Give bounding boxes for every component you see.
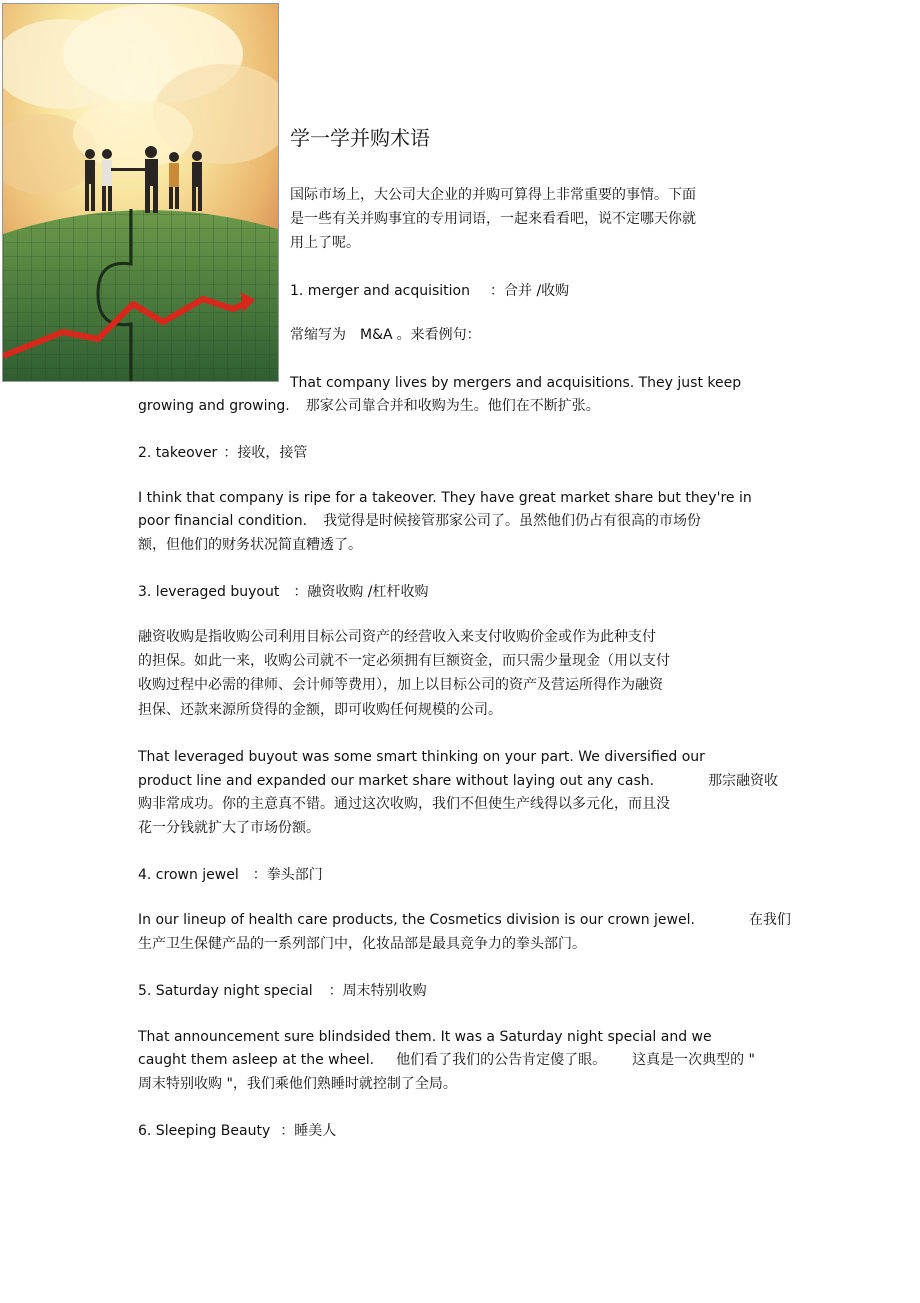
example-3-en-line-2: product line and expanded our market share without laying out any cash. bbox=[138, 773, 655, 789]
example-2-zh-line-2: 额，但他们的财务状况简直糟透了。 bbox=[138, 537, 362, 553]
example-4-line-1 bbox=[138, 911, 791, 929]
abbr-value: M&A bbox=[360, 327, 393, 343]
term-heading-3 bbox=[138, 583, 429, 601]
term-zh: ：合并 /收购 bbox=[490, 283, 570, 299]
term-en: 4. crown jewel bbox=[138, 867, 239, 883]
example-1-en-line-1: That company lives by mergers and acquisitions. They just keep bbox=[290, 375, 742, 391]
example-4-zh-line-1: 在我们 bbox=[748, 912, 791, 928]
definition-3-line-4: 担保、还款来源所贷得的金额，即可收购任何规模的公司。 bbox=[138, 702, 502, 718]
example-3-line-2 bbox=[138, 772, 778, 790]
example-2-en-line-1: I think that company is ripe for a takeover. They have great market share but they're in bbox=[138, 490, 752, 506]
example-1-line-2 bbox=[138, 397, 600, 415]
abbreviation-note bbox=[290, 326, 481, 344]
example-2-line-2 bbox=[138, 512, 701, 530]
example-3-en-line-1: That leveraged buyout was some smart thinking on your part. We diversified our bbox=[138, 749, 705, 765]
term-en: 1. merger and acquisition bbox=[290, 283, 470, 299]
page-title: 学一学并购术语 bbox=[290, 126, 430, 150]
abbr-suffix: 。来看例句： bbox=[396, 327, 481, 343]
term-zh: ：睡美人 bbox=[280, 1123, 337, 1139]
example-1-zh: 那家公司靠合并和收购为生。他们在不断扩张。 bbox=[305, 398, 600, 414]
example-1-en-line-2: growing and growing. bbox=[138, 398, 290, 414]
example-3-zh-line-2: 购非常成功。你的主意真不错。通过这次收购，我们不但使生产线得以多元化，而且没 bbox=[138, 796, 670, 812]
intro-line-3: 用上了呢。 bbox=[290, 235, 360, 251]
example-2-zh-line-1: 我觉得是时候接管那家公司了。虽然他们仍占有很高的市场份 bbox=[323, 513, 702, 529]
term-heading-5 bbox=[138, 982, 427, 1000]
term-heading-1 bbox=[290, 282, 569, 300]
example-4-en: In our lineup of health care products, the Cosmetics division is our crown jewel. bbox=[138, 912, 695, 928]
example-5-en-line-2: caught them asleep at the wheel. bbox=[138, 1052, 375, 1068]
example-3-zh-line-3: 花一分钱就扩大了市场份额。 bbox=[138, 820, 320, 836]
term-heading-4 bbox=[138, 866, 323, 884]
example-4-zh-line-2: 生产卫生保健产品的一系列部门中，化妆品部是最具竞争力的拳头部门。 bbox=[138, 936, 586, 952]
example-5-line-2 bbox=[138, 1051, 755, 1069]
term-heading-6 bbox=[138, 1122, 336, 1140]
abbr-prefix: 常缩写为 bbox=[290, 327, 346, 343]
illustration-graphic bbox=[3, 4, 278, 381]
definition-3-line-1: 融资收购是指收购公司利用目标公司资产的经营收入来支付收购价金或作为此种支付 bbox=[138, 629, 656, 645]
term-zh: ：融资收购 /杠杆收购 bbox=[293, 584, 429, 600]
example-5-zh-line-1b: 这真是一次典型的 " bbox=[632, 1052, 755, 1068]
term-en: 6. Sleeping Beauty bbox=[138, 1123, 271, 1139]
term-heading-2 bbox=[138, 444, 307, 462]
example-5-en-line-1: That announcement sure blindsided them. It was a Saturday night special and we bbox=[138, 1029, 712, 1045]
definition-3-line-2: 的担保。如此一来，收购公司就不一定必须拥有巨额资金，而只需少量现金（用以支付 bbox=[138, 653, 670, 669]
term-zh: ：拳头部门 bbox=[252, 867, 323, 883]
definition-3-line-3: 收购过程中必需的律师、会计师等费用），加上以目标公司的资产及营运所得作为融资 bbox=[138, 677, 663, 693]
business-handshake-illustration bbox=[2, 3, 279, 382]
example-5-zh-line-2: 周末特别收购 "，我们乘他们熟睡时就控制了全局。 bbox=[138, 1076, 457, 1092]
term-en: 5. Saturday night special bbox=[138, 983, 313, 999]
example-2-en-line-2: poor financial condition. bbox=[138, 513, 308, 529]
term-zh: ：接收，接管 bbox=[223, 445, 308, 461]
term-en: 2. takeover bbox=[138, 445, 218, 461]
example-5-zh-line-1: 他们看了我们的公告肯定傻了眼。 bbox=[396, 1052, 607, 1068]
term-en: 3. leveraged buyout bbox=[138, 584, 280, 600]
intro-line-1: 国际市场上，大公司大企业的并购可算得上非常重要的事情。下面 bbox=[290, 187, 696, 203]
intro-line-2: 是一些有关并购事宜的专用词语，一起来看看吧，说不定哪天你就 bbox=[290, 211, 696, 227]
term-zh: ：周末特别收购 bbox=[328, 983, 427, 999]
example-3-zh-line-1: 那宗融资收 bbox=[708, 773, 779, 789]
